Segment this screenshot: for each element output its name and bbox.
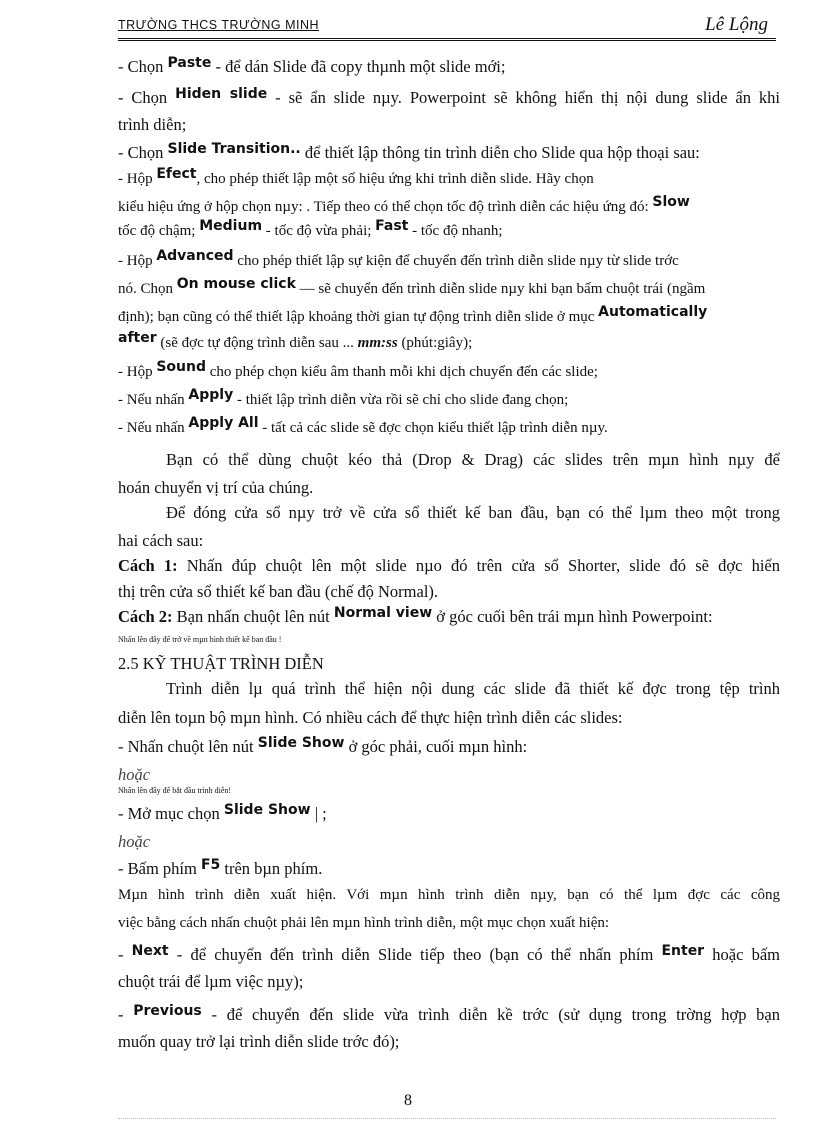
line-4: - Chọn $^{Slide Transition..}$ để thiết lập thông tin trình diễn cho Slide qua hộp thoại sau: [118, 141, 700, 162]
line-16: hoán chuyển vị trí của chúng. [118, 478, 314, 497]
line-20: thị trên cửa sổ thiết kế ban đầu (chế độ Normal). [118, 582, 439, 601]
line-15: Bạn có thể dùng chuột kéo thả (Drop & Drag) các slides trên mµn hình nµy để [166, 450, 780, 469]
keyword: Medium [199, 218, 263, 234]
keyword: Paste [167, 55, 212, 71]
keyword: Apply [188, 387, 234, 403]
page-number: 8 [404, 1092, 412, 1109]
line-37: muốn quay trở lại trình diễn slide trớc đó); [118, 1032, 400, 1051]
line-34: - $^{Next}$ - để chuyển đến trình diễn Slide tiếp theo (bạn có thể nhấn phím $^{Enter}$ hoặc bấm [118, 943, 780, 964]
keyword: after [118, 330, 157, 346]
line-9: nó. Chọn On mouse click — sẽ chuyển đến trình diễn slide nµy khi bạn bấm chuột trái (ngầm [118, 276, 706, 297]
line-11: after (sẽ đợc tự động trình diễn sau ... mm:ss (phút:giây); [118, 330, 473, 351]
keyword: Previous [133, 1003, 202, 1019]
note-slide-show: Nhấn lên đây để bắt đầu trình diễn! [118, 786, 232, 795]
line-21: Cách 2: Bạn nhấn chuột lên nút $^{Normal view}$ ở góc cuối bên trái mµn hình Powerpoint: [118, 605, 713, 626]
line-25: diễn lên toµn bộ mµn hình. Có nhiều cách để thực hiện trình diễn các slides: [118, 708, 623, 727]
line-31: - Bấm phím $^{F5}$ trên bµn phím. [118, 857, 323, 878]
line-36: - $^{Previous}$ - để chuyển đến slide vừa trình diễn kề trớc (sử dụng trong trờng hợp bạn [118, 1003, 781, 1024]
line-17: Để đóng cửa sổ nµy trở về cửa sổ thiết kế ban đầu, bạn có thể lµm theo một trong [166, 503, 780, 522]
line-19: Cách 1: Nhấn đúp chuột lên một slide nµo đó trên cửa sổ Shorter, slide đó sẽ đợc hiển [118, 556, 780, 575]
line-8: - Hộp Advanced cho phép thiết lập sự kiện để chuyển đến trình diễn slide nµy từ slide trớc [118, 248, 679, 269]
line-14: - Nếu nhấn Apply All - tất cả các slide sẽ đợc chọn kiểu thiết lập trình diễn nµy. [118, 415, 608, 436]
keyword: Automatically [598, 304, 708, 320]
keyword: Hiden slide [175, 86, 268, 102]
keyword: F5 [200, 857, 221, 873]
line-1: - Chọn $^{Paste}$ - để dán Slide đã copy thµnh một slide mới; [118, 55, 506, 76]
keyword: Normal view [333, 605, 433, 621]
header-rule [118, 38, 776, 41]
note-normal-view: Nhấn lên đây để trở về mµn hình thiết kế ban đầu ! [118, 635, 282, 644]
line-29: - Mở mục chọn $^{Slide Show}$ | ; [118, 802, 327, 823]
footer-rule [118, 1118, 776, 1119]
line-32: Mµn hình trình diễn xuất hiện. Với mµn hình trình diễn nµy, bạn có thể lµm đợc các công [118, 887, 780, 903]
line-26: - Nhấn chuột lên nút $^{Slide Show}$ ở góc phải, cuối mµn hình: [118, 735, 528, 756]
keyword: Enter [661, 943, 705, 959]
keyword: Efect [156, 166, 197, 182]
keyword: Next [131, 943, 169, 959]
header-right: Lê Lộng [705, 14, 768, 35]
line-33: việc bằng cách nhấn chuột phải lên mµn hình trình diễn, một mục chọn xuất hiện: [118, 915, 610, 931]
keyword: Fast [375, 218, 409, 234]
keyword: Slide Show [257, 735, 345, 751]
line-35: chuột trái để lµm việc nµy); [118, 972, 304, 991]
line-18: hai cách sau: [118, 531, 204, 550]
line-24: Trình diễn lµ quá trình thể hiện nội dung các slide đã thiết kế đợc trong tệp trình [166, 679, 780, 698]
section-heading: 2.5 KỸ THUẬT TRÌNH DIỄN [118, 654, 324, 673]
line-2: - Chọn $^{Hiden slide}$ - sẽ ẩn slide nµy. Powerpoint sẽ không hiển thị nội dung slide ẩn khi [118, 86, 780, 107]
line-13: - Nếu nhấn Apply - thiết lập trình diễn vừa rồi sẽ chỉ cho slide đang chọn; [118, 387, 569, 408]
keyword: On mouse click [176, 276, 296, 292]
keyword: Slide Show [223, 802, 311, 818]
line-10: định); bạn cũng có thể thiết lập khoảng thời gian tự động trình diễn slide ở mục Automatically [118, 304, 708, 325]
keyword: Apply All [188, 415, 259, 431]
line-3: trình diễn; [118, 115, 187, 134]
line-5: - Hộp Efect, cho phép thiết lập một số hiệu ứng khi trình diễn slide. Hãy chọn [118, 166, 594, 187]
keyword: Sound [156, 359, 206, 375]
line-27: hoặc [118, 765, 151, 784]
line-7: tốc độ chậm; Medium - tốc độ vừa phải; Fast - tốc độ nhanh; [118, 218, 503, 239]
line-12: - Hộp Sound cho phép chọn kiểu âm thanh mỗi khi dịch chuyển đến các slide; [118, 359, 598, 380]
line-6: kiểu hiệu ứng ở hộp chọn nµy: . Tiếp theo có thể chọn tốc độ trình diễn các hiệu ứng đó: Slow [118, 194, 690, 215]
keyword: Slide Transition.. [167, 141, 301, 157]
keyword: Slow [652, 194, 690, 210]
header-left: TRƯỜNG THCS TRƯỜNG MINH [118, 18, 320, 32]
line-30: hoặc [118, 832, 151, 851]
keyword: Advanced [156, 248, 234, 264]
